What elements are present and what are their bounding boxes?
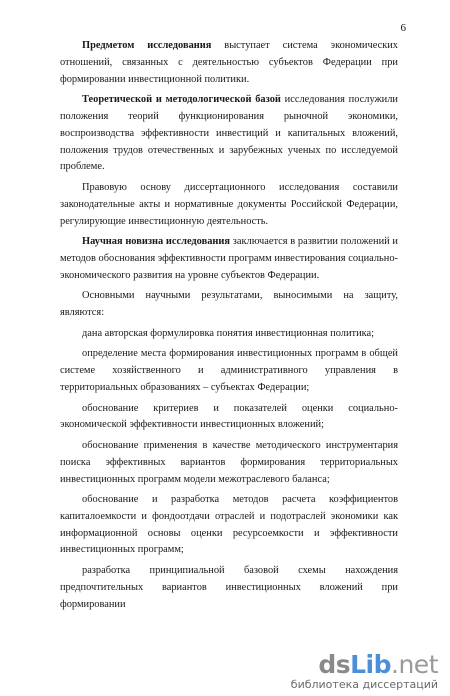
paragraph-legal-base: Правовую основу диссертационного исследования составили законодательные акты и нормативные документы Российской Федерации, регулирующие инвестиционную деятельность. (60, 181, 398, 227)
paragraph-theoretical-base: Теоретической и методологической базой исследования послужили положения теорий функционирования рыночной экономики, воспроизводства эффективности инвестиций и капитальных вложений, положения трудов отечественных и зарубежных ученых по исследуемой проблеме. (60, 94, 398, 173)
paragraph-subject: Предметом исследования выступает система экономических отношений, связанных с деятельностью субъектов Федерации при формировании инвестиционной политики. (60, 40, 398, 85)
watermark (291, 652, 438, 690)
paragraph-results-intro: Основными научными результатами, выносимыми на защиту, являются: (60, 290, 398, 319)
dslib-logo: dsLib.net (318, 650, 438, 679)
list-item: дана авторская формулировка понятия инвестиционная политика; (82, 327, 375, 339)
page-number: 6 (400, 22, 406, 34)
paragraph-novelty: Научная новизна исследования заключается в развитии положений и методов обоснования эффективности программ инвестирования социально-экономического развития на уровне субъектов Федерации. (60, 236, 398, 281)
list-item: обоснование применения в качестве методического инструментария поиска эффективных вариантов формирования территориальных инвестиционных программ модели межотраслевого баланса; (60, 439, 398, 485)
list-item: разработка принципиальной базовой схемы нахождения предпочтительных вариантов инвестиционных вложений при формировании (60, 565, 398, 610)
list-item: обоснование и разработка методов расчета коэффициентов капиталоемкости и фондоотдачи отраслей и подотраслей экономики как информационной основы оценки ресурсоемкости и эффективности инвестиционных программ; (60, 494, 398, 556)
list-item: обоснование критериев и показателей оценки социально-экономической эффективности инвестиционных вложений; (60, 402, 398, 431)
document-body (60, 38, 398, 617)
list-item: определение места формирования инвестиционных программ в общей системе хозяйственного и административного управления в территориальных образованиях – субъектах Федерации; (60, 348, 398, 393)
watermark-subtitle: библиотека диссертаций (290, 678, 438, 691)
